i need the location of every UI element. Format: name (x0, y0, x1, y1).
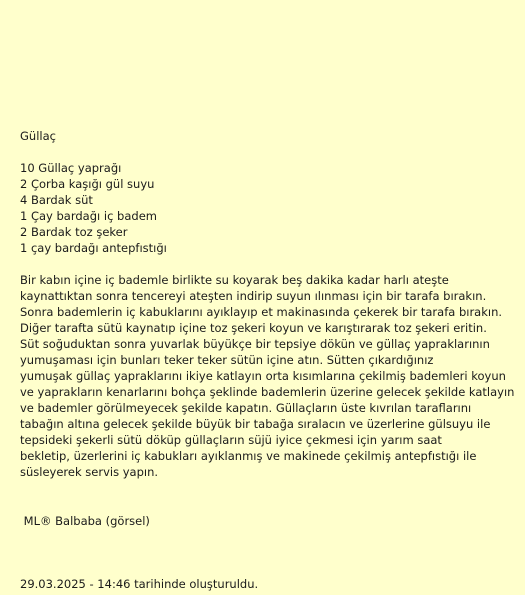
ingredient-item: 10 Güllaç yaprağı (20, 161, 122, 175)
instruction-line: Sonra bademlerin iç kabuklarını ayıklayıp et makinasında çekerek bir tarafa bırakın. (20, 305, 503, 319)
instruction-line: bekletip, üzerlerini iç kabukları ayıklanmış ve makinede çekilmiş antepfıstığı ile (20, 449, 477, 463)
creation-timestamp: 29.03.2025 - 14:46 tarihinde oluşturuldu. (20, 577, 259, 591)
instruction-line: ve bademler görülmeyecek şekilde kapatın. Güllaçların üste kıvrılan taraflarını (20, 401, 472, 415)
instruction-line: Bir kabın içine iç bademle birlikte su koyarak beş dakika kadar harlı ateşte (20, 273, 449, 287)
instruction-line: ve yaprakların kenarlarını bohça şeklinde bademlerin üzerine gelecek şekilde katlayın (20, 385, 515, 399)
instruction-line: süsleyerek servis yapın. (20, 465, 159, 479)
instruction-line: tabağın altına gelecek şekilde büyük bir tabağa sıralacın ve üzerlerine gülsuyu ile (20, 417, 491, 431)
instruction-line: yumuşak güllaç yapraklarını ikiye katlayın orta kısımlarına çekilmiş bademleri koyun (20, 369, 506, 383)
instructions-paragraph (20, 272, 515, 480)
ingredient-item: 4 Bardak süt (20, 193, 93, 207)
recipe-title: Güllaç (20, 129, 56, 143)
instruction-line: kaynattıktan sonra tencereyi ateşten indirip suyun ılınması için bir tarafa bırakın. (20, 289, 487, 303)
recipe-document (20, 128, 515, 480)
ingredient-item: 2 Çorba kaşığı gül suyu (20, 177, 155, 191)
instruction-line: Süt soğuduktan sonra yuvarlak büyükçe bir tepsiye dökün ve güllaç yapraklarının (20, 337, 490, 351)
ingredient-item: 2 Bardak toz şeker (20, 225, 128, 239)
instruction-line: tepsideki şekerli sütü döküp güllaçların süjü iyice çekmesi için yarım saat (20, 433, 442, 447)
ingredient-item: 1 çay bardağı antepfıstığı (20, 241, 167, 255)
ingredient-list (20, 160, 512, 256)
image-credit: ML® Balbaba (görsel) (20, 514, 150, 528)
ingredient-item: 1 Çay bardağı iç badem (20, 209, 157, 223)
instruction-line: yumuşaması için bunları teker teker sütün içine atın. Sütten çıkardığınız (20, 353, 434, 367)
instruction-line: Diğer tarafta sütü kaynatıp içine toz şekeri koyun ve karıştırarak toz şekeri eritin. (20, 321, 487, 335)
